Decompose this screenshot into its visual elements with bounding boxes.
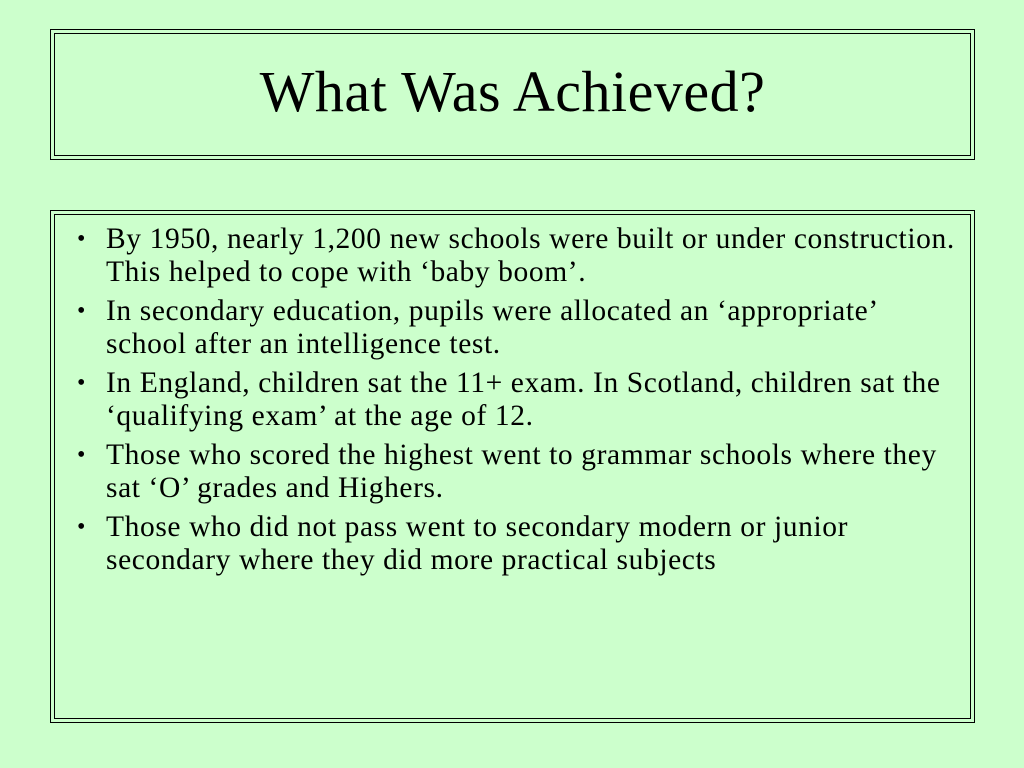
bullet-text: Those who scored the highest went to grammar schools where they sat ‘O’ grades and Highers. [106, 439, 937, 504]
bullet-text: Those who did not pass went to secondary modern or junior secondary where they did more practical subjects [106, 511, 849, 576]
bullet-item [69, 367, 960, 433]
bullet-item [69, 439, 960, 505]
bullet-text: In England, children sat the 11+ exam. In Scotland, children sat the ‘qualifying exam’ at the age of 12. [106, 367, 941, 432]
content-box [50, 210, 975, 723]
bullet-icon: • [77, 370, 87, 396]
bullet-item [69, 295, 960, 361]
bullet-text: In secondary education, pupils were allocated an ‘appropriate’ school after an intelligence test. [106, 295, 877, 360]
bullet-item [69, 511, 960, 577]
bullet-icon: • [77, 298, 87, 324]
title-box-inner [54, 33, 971, 156]
bullet-list [69, 223, 960, 577]
title-box [50, 29, 975, 160]
slide-title: What Was Achieved? [259, 59, 766, 124]
bullet-icon: • [77, 226, 87, 252]
bullet-icon: • [77, 442, 87, 468]
bullet-text: By 1950, nearly 1,200 new schools were built or under construction. This helped to cope with ‘baby boom’. [106, 223, 955, 288]
bullet-item [69, 223, 960, 289]
bullet-icon: • [77, 514, 87, 540]
content-box-inner [54, 214, 971, 719]
